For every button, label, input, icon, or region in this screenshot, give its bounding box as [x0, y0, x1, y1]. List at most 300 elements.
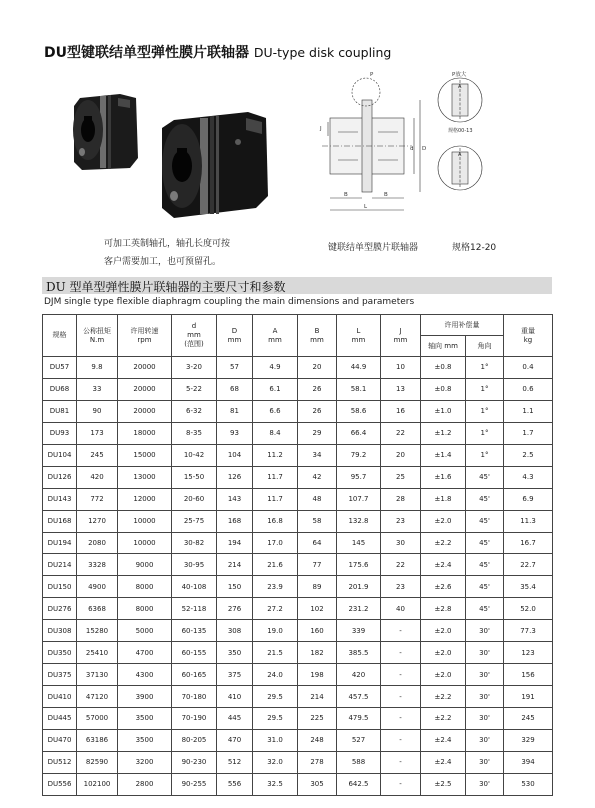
cell-D: 194: [217, 532, 253, 554]
cell-D: 150: [217, 576, 253, 598]
cell-angular: 45': [466, 554, 504, 576]
cell-weight: 0.4: [504, 357, 553, 379]
header-L-unit: mm: [351, 335, 366, 344]
cell-angular: 45': [466, 598, 504, 620]
cell-weight: 123: [504, 642, 553, 664]
label-p-zoom: P放大: [452, 72, 467, 78]
cell-speed: 3500: [118, 729, 172, 751]
cell-angular: 45': [466, 466, 504, 488]
cell-torque: 3328: [77, 554, 118, 576]
cell-B: 34: [298, 444, 337, 466]
cell-d-range: 90-230: [172, 751, 217, 773]
cell-B: 305: [298, 773, 337, 795]
cell-D: 470: [217, 729, 253, 751]
cell-speed: 3900: [118, 686, 172, 708]
cell-speed: 13000: [118, 466, 172, 488]
cell-d-range: 60-165: [172, 664, 217, 686]
cell-torque: 4900: [77, 576, 118, 598]
cell-L: 44.9: [337, 357, 381, 379]
cell-torque: 25410: [77, 642, 118, 664]
cell-d-range: 70-190: [172, 708, 217, 730]
cell-d-range: 60-135: [172, 620, 217, 642]
cell-J: -: [381, 620, 421, 642]
cell-A: 31.0: [253, 729, 298, 751]
cell-model: DU350: [43, 642, 77, 664]
label-a-top: A: [458, 84, 462, 90]
cell-speed: 18000: [118, 422, 172, 444]
cell-L: 95.7: [337, 466, 381, 488]
cell-B: 182: [298, 642, 337, 664]
cell-axial: ±0.8: [421, 357, 466, 379]
cell-angular: 30': [466, 620, 504, 642]
cell-J: 22: [381, 422, 421, 444]
cell-d-range: 30-82: [172, 532, 217, 554]
header-compensation: 许用补偿量: [421, 315, 504, 336]
cell-model: DU143: [43, 488, 77, 510]
cell-D: 350: [217, 642, 253, 664]
section-title-en: DJM single type flexible diaphragm coupling the main dimensions and parameters: [44, 297, 415, 307]
cell-d-range: 6-32: [172, 400, 217, 422]
cell-weight: 530: [504, 773, 553, 795]
header-speed-label: 许用转速: [130, 326, 159, 335]
cell-J: 30: [381, 532, 421, 554]
cell-axial: ±2.0: [421, 620, 466, 642]
cell-B: 20: [298, 357, 337, 379]
cell-weight: 245: [504, 708, 553, 730]
drawing-caption-spec: 规格12-20: [452, 243, 497, 253]
cell-model: DU81: [43, 400, 77, 422]
table-row: [43, 708, 553, 730]
cell-L: 420: [337, 664, 381, 686]
header-angular: 角向: [466, 336, 504, 357]
cell-speed: 20000: [118, 400, 172, 422]
cell-J: 23: [381, 510, 421, 532]
table-header-row-1: [43, 315, 553, 336]
cell-L: 457.5: [337, 686, 381, 708]
label-j: J: [320, 126, 322, 132]
cell-angular: 30': [466, 642, 504, 664]
cell-model: DU214: [43, 554, 77, 576]
photo-caption-line2: 客户需要加工，也可预留孔。: [104, 257, 222, 267]
cell-speed: 4300: [118, 664, 172, 686]
table-row: [43, 620, 553, 642]
cell-angular: 30': [466, 773, 504, 795]
cell-A: 27.2: [253, 598, 298, 620]
cell-B: 248: [298, 729, 337, 751]
cell-J: -: [381, 708, 421, 730]
title-cn: DU型键联结单型弹性膜片联轴器: [44, 45, 249, 61]
cell-d-range: 80-205: [172, 729, 217, 751]
cell-torque: 245: [77, 444, 118, 466]
cell-torque: 2080: [77, 532, 118, 554]
table-row: [43, 357, 553, 379]
cell-torque: 772: [77, 488, 118, 510]
cell-A: 24.0: [253, 664, 298, 686]
cell-B: 225: [298, 708, 337, 730]
cell-L: 385.5: [337, 642, 381, 664]
header-A-label: A: [272, 326, 278, 335]
cell-model: DU57: [43, 357, 77, 379]
cell-L: 527: [337, 729, 381, 751]
table-row: [43, 444, 553, 466]
header-speed-unit: rpm: [137, 335, 152, 344]
cell-angular: 30': [466, 729, 504, 751]
header-torque: [77, 315, 118, 357]
header-J-unit: mm: [393, 335, 408, 344]
cell-weight: 1.1: [504, 400, 553, 422]
cell-weight: 22.7: [504, 554, 553, 576]
cell-d-range: 5-22: [172, 378, 217, 400]
cell-B: 214: [298, 686, 337, 708]
cell-A: 11.2: [253, 444, 298, 466]
label-l: L: [364, 204, 368, 210]
cell-L: 66.4: [337, 422, 381, 444]
cell-J: 20: [381, 444, 421, 466]
cell-A: 29.5: [253, 686, 298, 708]
cell-d-range: 70-180: [172, 686, 217, 708]
header-L: [337, 315, 381, 357]
cell-speed: 12000: [118, 488, 172, 510]
cell-angular: 1°: [466, 357, 504, 379]
cell-weight: 16.7: [504, 532, 553, 554]
cell-A: 19.0: [253, 620, 298, 642]
cell-speed: 3500: [118, 708, 172, 730]
cell-weight: 394: [504, 751, 553, 773]
cell-L: 201.9: [337, 576, 381, 598]
cell-axial: ±2.8: [421, 598, 466, 620]
header-D: [217, 315, 253, 357]
cell-axial: ±1.4: [421, 444, 466, 466]
cell-d-range: 15-50: [172, 466, 217, 488]
cell-axial: ±2.4: [421, 751, 466, 773]
cell-weight: 2.5: [504, 444, 553, 466]
cell-model: DU194: [43, 532, 77, 554]
cell-L: 479.5: [337, 708, 381, 730]
cell-B: 64: [298, 532, 337, 554]
cell-A: 17.0: [253, 532, 298, 554]
table-row: [43, 532, 553, 554]
header-weight-label: 重量: [521, 326, 535, 335]
cell-A: 11.7: [253, 466, 298, 488]
cell-axial: ±1.2: [421, 422, 466, 444]
cell-axial: ±1.6: [421, 466, 466, 488]
table-row: [43, 378, 553, 400]
cell-weight: 4.3: [504, 466, 553, 488]
cell-L: 175.6: [337, 554, 381, 576]
header-d-note: (范围): [184, 340, 204, 348]
cell-speed: 10000: [118, 532, 172, 554]
cell-angular: 30': [466, 751, 504, 773]
cell-B: 198: [298, 664, 337, 686]
cell-J: -: [381, 773, 421, 795]
cell-B: 58: [298, 510, 337, 532]
cell-D: 445: [217, 708, 253, 730]
table-row: [43, 554, 553, 576]
table-row: [43, 729, 553, 751]
cell-L: 58.6: [337, 400, 381, 422]
cell-B: 29: [298, 422, 337, 444]
table-row: [43, 686, 553, 708]
cell-model: DU93: [43, 422, 77, 444]
cell-d-range: 52-118: [172, 598, 217, 620]
header-B-unit: mm: [310, 335, 324, 344]
cell-d-range: 8-35: [172, 422, 217, 444]
cell-J: -: [381, 686, 421, 708]
cell-L: 588: [337, 751, 381, 773]
cell-J: 23: [381, 576, 421, 598]
cell-J: 22: [381, 554, 421, 576]
cell-J: 25: [381, 466, 421, 488]
cell-speed: 9000: [118, 554, 172, 576]
header-weight: [504, 315, 553, 357]
cell-A: 21.5: [253, 642, 298, 664]
cell-D: 126: [217, 466, 253, 488]
section-title-band: [42, 277, 552, 294]
cell-model: DU375: [43, 664, 77, 686]
cell-speed: 20000: [118, 378, 172, 400]
cell-angular: 45': [466, 532, 504, 554]
header-torque-label: 公称扭矩: [83, 326, 111, 335]
cell-model: DU126: [43, 466, 77, 488]
cell-speed: 8000: [118, 598, 172, 620]
cell-angular: 45': [466, 510, 504, 532]
cell-A: 32.0: [253, 751, 298, 773]
cell-model: DU410: [43, 686, 77, 708]
cell-D: 308: [217, 620, 253, 642]
cell-J: 13: [381, 378, 421, 400]
cell-B: 48: [298, 488, 337, 510]
cell-d-range: 25-75: [172, 510, 217, 532]
table-row: [43, 576, 553, 598]
cell-D: 375: [217, 664, 253, 686]
cell-angular: 1°: [466, 422, 504, 444]
cell-J: -: [381, 729, 421, 751]
cell-speed: 4700: [118, 642, 172, 664]
cell-speed: 20000: [118, 357, 172, 379]
cell-D: 93: [217, 422, 253, 444]
cell-angular: 1°: [466, 378, 504, 400]
cell-d-range: 3-20: [172, 357, 217, 379]
cell-speed: 8000: [118, 576, 172, 598]
cell-D: 214: [217, 554, 253, 576]
cell-L: 339: [337, 620, 381, 642]
header-B: [298, 315, 337, 357]
cell-torque: 57000: [77, 708, 118, 730]
label-d-small: d: [410, 146, 414, 152]
cell-weight: 35.4: [504, 576, 553, 598]
cell-torque: 37130: [77, 664, 118, 686]
cell-B: 77: [298, 554, 337, 576]
table-row: [43, 642, 553, 664]
cell-D: 168: [217, 510, 253, 532]
header-B-label: B: [314, 326, 320, 335]
product-photo: [70, 78, 270, 228]
label-b-left: B: [344, 192, 348, 198]
cell-angular: 45': [466, 488, 504, 510]
cell-A: 8.4: [253, 422, 298, 444]
cell-torque: 90: [77, 400, 118, 422]
cell-L: 79.2: [337, 444, 381, 466]
cell-torque: 47120: [77, 686, 118, 708]
cell-speed: 3200: [118, 751, 172, 773]
cell-d-range: 60-155: [172, 642, 217, 664]
spec-table: [42, 314, 553, 796]
coupling-back: [73, 94, 138, 170]
header-torque-unit: N.m: [89, 335, 105, 344]
cell-torque: 6368: [77, 598, 118, 620]
cell-weight: 156: [504, 664, 553, 686]
cell-A: 4.9: [253, 357, 298, 379]
cell-B: 89: [298, 576, 337, 598]
cell-A: 6.6: [253, 400, 298, 422]
cell-axial: ±2.6: [421, 576, 466, 598]
cell-angular: 30': [466, 708, 504, 730]
cell-model: DU68: [43, 378, 77, 400]
photo-caption-line1: 可加工英制轴孔，轴孔长度可按: [104, 239, 231, 249]
label-a-bottom: A: [458, 152, 462, 158]
cell-angular: 45': [466, 576, 504, 598]
cell-model: DU168: [43, 510, 77, 532]
cell-angular: 1°: [466, 400, 504, 422]
label-d-big: D: [422, 146, 427, 152]
cell-A: 11.7: [253, 488, 298, 510]
header-model: 规格: [43, 315, 77, 357]
cell-A: 16.8: [253, 510, 298, 532]
cell-d-range: 20-60: [172, 488, 217, 510]
cell-speed: 5000: [118, 620, 172, 642]
cell-J: -: [381, 642, 421, 664]
cell-axial: ±2.4: [421, 729, 466, 751]
cell-weight: 52.0: [504, 598, 553, 620]
label-p: P: [370, 72, 374, 78]
header-weight-unit: kg: [523, 335, 533, 344]
header-A-unit: mm: [268, 335, 282, 344]
cell-D: 68: [217, 378, 253, 400]
cell-D: 57: [217, 357, 253, 379]
cell-axial: ±2.2: [421, 532, 466, 554]
cell-B: 160: [298, 620, 337, 642]
section-title-cn: DU 型单型弹性膜片联轴器的主要尺寸和参数: [46, 280, 286, 294]
cell-D: 104: [217, 444, 253, 466]
table-row: [43, 751, 553, 773]
cell-D: 276: [217, 598, 253, 620]
cell-weight: 1.7: [504, 422, 553, 444]
header-d-unit: mm: [187, 331, 201, 339]
header-d-label: d: [191, 322, 197, 330]
cell-torque: 9.8: [77, 357, 118, 379]
cell-torque: 420: [77, 466, 118, 488]
cell-D: 556: [217, 773, 253, 795]
cell-angular: 1°: [466, 444, 504, 466]
cell-L: 231.2: [337, 598, 381, 620]
cell-torque: 102100: [77, 773, 118, 795]
cell-torque: 63186: [77, 729, 118, 751]
cell-axial: ±2.0: [421, 510, 466, 532]
cell-D: 512: [217, 751, 253, 773]
cell-A: 23.9: [253, 576, 298, 598]
cell-torque: 1270: [77, 510, 118, 532]
cell-model: DU308: [43, 620, 77, 642]
cell-weight: 329: [504, 729, 553, 751]
cell-angular: 30': [466, 664, 504, 686]
cell-model: DU512: [43, 751, 77, 773]
cell-L: 132.8: [337, 510, 381, 532]
title-en: DU-type disk coupling: [253, 45, 392, 60]
cell-d-range: 40-108: [172, 576, 217, 598]
cell-d-range: 90-255: [172, 773, 217, 795]
header-D-unit: mm: [227, 335, 242, 344]
header-J: [381, 315, 421, 357]
cell-weight: 0.6: [504, 378, 553, 400]
cell-axial: ±2.4: [421, 554, 466, 576]
coupling-front: [162, 112, 268, 218]
technical-drawing: [318, 70, 514, 236]
cell-model: DU556: [43, 773, 77, 795]
cell-D: 143: [217, 488, 253, 510]
cell-torque: 15280: [77, 620, 118, 642]
cell-A: 32.5: [253, 773, 298, 795]
page-title: [44, 42, 391, 62]
cell-B: 102: [298, 598, 337, 620]
cell-speed: 15000: [118, 444, 172, 466]
cell-weight: 6.9: [504, 488, 553, 510]
cell-angular: 30': [466, 686, 504, 708]
table-row: [43, 400, 553, 422]
cell-J: -: [381, 664, 421, 686]
cell-J: 10: [381, 357, 421, 379]
label-spec-note: 规格00-13: [448, 128, 473, 134]
cell-axial: ±1.0: [421, 400, 466, 422]
cell-d-range: 10-42: [172, 444, 217, 466]
cell-B: 42: [298, 466, 337, 488]
cell-d-range: 30-95: [172, 554, 217, 576]
drawing-caption-name: 键联结单型膜片联轴器: [328, 243, 419, 253]
cell-axial: ±2.2: [421, 686, 466, 708]
cell-weight: 11.3: [504, 510, 553, 532]
cell-J: 40: [381, 598, 421, 620]
cell-model: DU276: [43, 598, 77, 620]
cell-B: 26: [298, 378, 337, 400]
cell-model: DU104: [43, 444, 77, 466]
cell-axial: ±2.2: [421, 708, 466, 730]
table-row: [43, 598, 553, 620]
cell-axial: ±0.8: [421, 378, 466, 400]
cell-D: 81: [217, 400, 253, 422]
cell-A: 6.1: [253, 378, 298, 400]
cell-model: DU150: [43, 576, 77, 598]
header-speed: [118, 315, 172, 357]
cell-model: DU470: [43, 729, 77, 751]
header-axial: 轴向 mm: [421, 336, 466, 357]
cell-A: 29.5: [253, 708, 298, 730]
cell-B: 278: [298, 751, 337, 773]
label-b-right: B: [384, 192, 388, 198]
cell-weight: 77.3: [504, 620, 553, 642]
cell-J: 28: [381, 488, 421, 510]
table-row: [43, 488, 553, 510]
cell-model: DU445: [43, 708, 77, 730]
cell-J: 16: [381, 400, 421, 422]
table-row: [43, 510, 553, 532]
cell-axial: ±2.0: [421, 664, 466, 686]
cell-axial: ±2.5: [421, 773, 466, 795]
header-D-label: D: [231, 326, 238, 335]
spec-table-body: [43, 357, 553, 796]
cell-D: 410: [217, 686, 253, 708]
table-row: [43, 466, 553, 488]
header-A: [253, 315, 298, 357]
cell-torque: 33: [77, 378, 118, 400]
